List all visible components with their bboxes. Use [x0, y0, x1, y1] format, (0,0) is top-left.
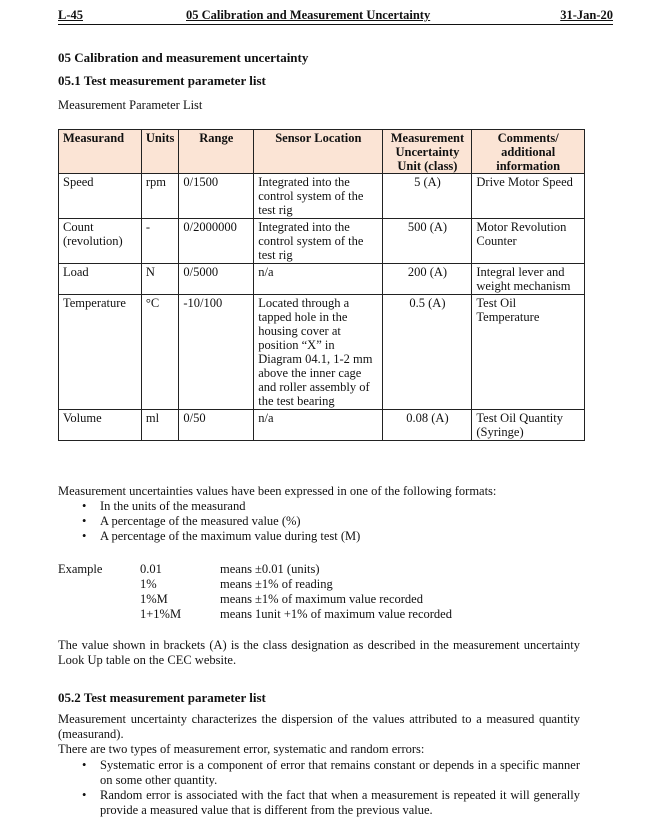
- table-cell: 0/5000: [179, 264, 254, 295]
- list-item: • Systematic error is a component of error that remains constant or depends in a specific manner on some other quantity.: [58, 758, 580, 788]
- table-cell: N: [141, 264, 178, 295]
- column-header: Range: [179, 130, 254, 174]
- formats-intro: Measurement uncertainties values have been expressed in one of the following formats:: [58, 484, 497, 498]
- example-label: [58, 607, 140, 622]
- table-cell: 0/50: [179, 410, 254, 441]
- table-row: [59, 295, 585, 410]
- table-cell: Temperature: [59, 295, 142, 410]
- column-header: Units: [141, 130, 178, 174]
- table-cell: 0.5 (A): [383, 295, 472, 410]
- table-cell: Integrated into the control system of the test rig: [254, 219, 383, 264]
- list-item: • Random error is associated with the fact that when a measurement is repeated it will generally provide a measured value that is different from the previous value.: [58, 788, 580, 818]
- table-cell: Load: [59, 264, 142, 295]
- example-row: [58, 562, 452, 577]
- table-caption: Measurement Parameter List: [58, 98, 203, 112]
- doc-code: L-45: [58, 8, 83, 22]
- header-date: 31-Jan-20: [560, 8, 613, 22]
- formats-list: [58, 499, 360, 544]
- list-item: • In the units of the measurand: [58, 499, 360, 514]
- column-header: Comments/ additional information: [472, 130, 585, 174]
- page-header: [58, 8, 613, 25]
- table-cell: n/a: [254, 264, 383, 295]
- paragraph: There are two types of measurement error, systematic and random errors:: [58, 742, 425, 756]
- example-value: 0.01: [140, 562, 162, 576]
- table-cell: 0.08 (A): [383, 410, 472, 441]
- table-cell: -10/100: [179, 295, 254, 410]
- table-row: [59, 174, 585, 219]
- table-row: [59, 219, 585, 264]
- column-header: Measurement Uncertainty Unit (class): [383, 130, 472, 174]
- class-note: The value shown in brackets (A) is the class designation as described in the measurement uncertainty Look Up table on the CEC website.: [58, 638, 580, 667]
- table-cell: ml: [141, 410, 178, 441]
- table-cell: Test Oil Quantity (Syringe): [472, 410, 585, 441]
- table-cell: Integral lever and weight mechanism: [472, 264, 585, 295]
- example-meaning: means ±1% of maximum value recorded: [220, 592, 423, 606]
- parameter-table: [58, 129, 585, 441]
- example-label: Example: [58, 562, 103, 576]
- paragraph: Measurement uncertainty characterizes the dispersion of the values attributed to a measured quantity (measurand).: [58, 712, 580, 741]
- error-types-list: [58, 758, 580, 818]
- example-row: [58, 577, 452, 592]
- example-label: [58, 577, 140, 592]
- table-cell: Integrated into the control system of the test rig: [254, 174, 383, 219]
- table-row: [59, 410, 585, 441]
- table-cell: Located through a tapped hole in the housing cover at position “X” in Diagram 04.1, 1-2 mm above the inner cage and roller assembly of the test bearing: [254, 295, 383, 410]
- example-meaning: means 1unit +1% of maximum value recorded: [220, 607, 452, 621]
- table-cell: Drive Motor Speed: [472, 174, 585, 219]
- example-row: [58, 592, 452, 607]
- table-cell: n/a: [254, 410, 383, 441]
- table-cell: rpm: [141, 174, 178, 219]
- table-cell: Count (revolution): [59, 219, 142, 264]
- table-cell: 0/2000000: [179, 219, 254, 264]
- example-meaning: means ±0.01 (units): [220, 562, 320, 576]
- column-header: Sensor Location: [254, 130, 383, 174]
- table-cell: Test Oil Temperature: [472, 295, 585, 410]
- example-meaning: means ±1% of reading: [220, 577, 333, 591]
- subsection-title: 05.2 Test measurement parameter list: [58, 690, 266, 705]
- example-value: 1%M: [140, 592, 168, 606]
- table-cell: 5 (A): [383, 174, 472, 219]
- subsection-title: 05.1 Test measurement parameter list: [58, 73, 266, 88]
- table-header-row: [59, 130, 585, 174]
- table-cell: 200 (A): [383, 264, 472, 295]
- table-cell: °C: [141, 295, 178, 410]
- list-item: • A percentage of the measured value (%): [58, 514, 360, 529]
- examples-table: [58, 562, 452, 622]
- header-title: 05 Calibration and Measurement Uncertainty: [186, 8, 431, 22]
- example-row: [58, 607, 452, 622]
- list-item: • A percentage of the maximum value during test (M): [58, 529, 360, 544]
- table-cell: Motor Revolution Counter: [472, 219, 585, 264]
- table-row: [59, 264, 585, 295]
- table-cell: Volume: [59, 410, 142, 441]
- table-cell: 0/1500: [179, 174, 254, 219]
- column-header: Measurand: [59, 130, 142, 174]
- table-cell: -: [141, 219, 178, 264]
- example-value: 1%: [140, 577, 157, 591]
- table-cell: Speed: [59, 174, 142, 219]
- example-label: [58, 592, 140, 607]
- example-value: 1+1%M: [140, 607, 182, 621]
- section-title: 05 Calibration and measurement uncertainty: [58, 50, 309, 65]
- table-cell: 500 (A): [383, 219, 472, 264]
